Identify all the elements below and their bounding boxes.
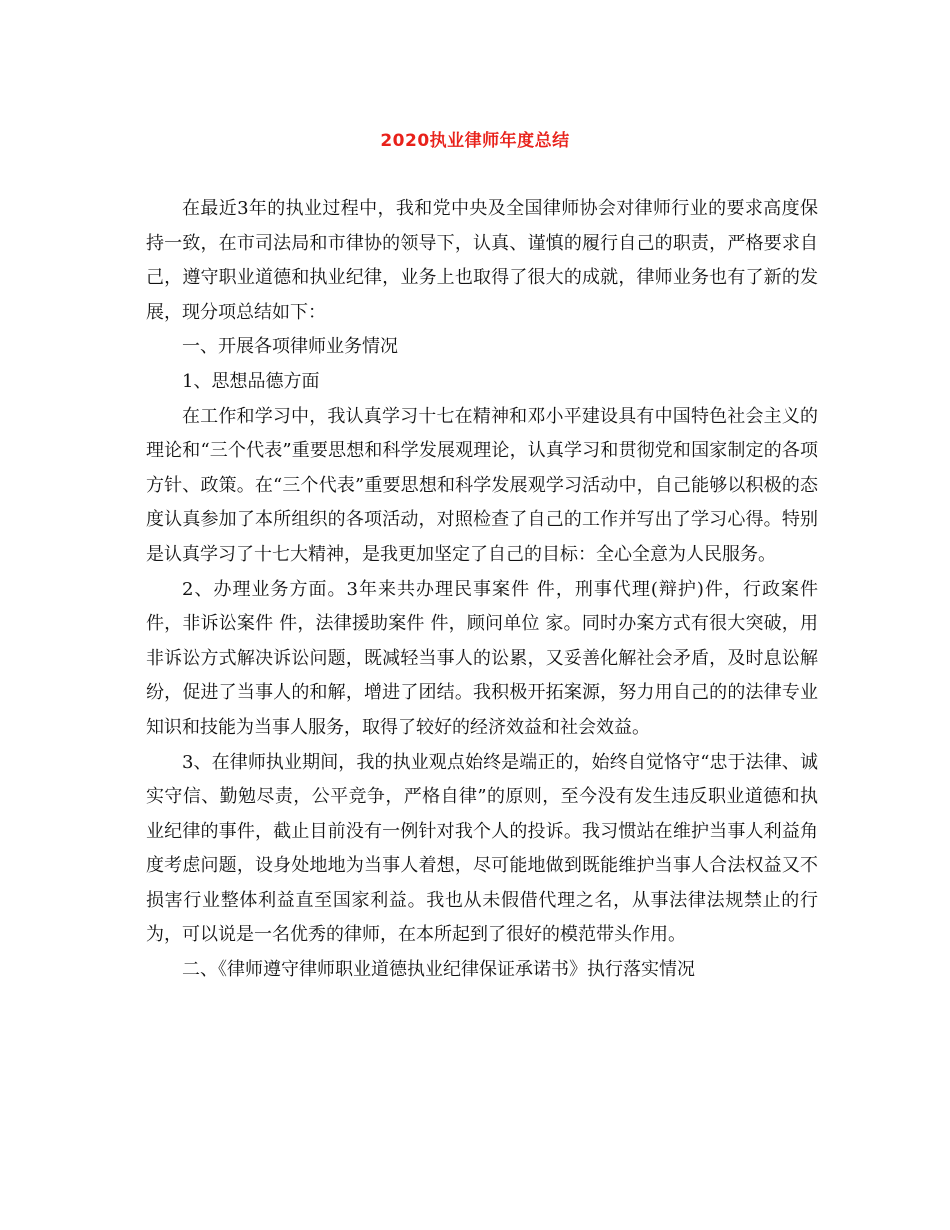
paragraph-ideology: 在工作和学习中，我认真学习十七在精神和邓小平建设具有中国特色社会主义的理论和“三个代表”重要思想和科学发展观理论，认真学习和贯彻党和国家制定的各项方针、政策。在“三个代表”重要思想和科学发展观学习活动中，自己能够以积极的态度认真参加了本所组织的各项活动，对照检查了自己的工作并写出了学习心得。特别是认真学习了十七大精神，是我更加坚定了自己的目标：全心全意为人民服务。 xyxy=(146,405,818,565)
heading-section-1: 一、开展各项律师业务情况 xyxy=(182,336,398,358)
document-title: 2020执业律师年度总结 xyxy=(380,131,570,151)
document-body xyxy=(146,192,818,988)
paragraph-conduct: 3、在律师执业期间，我的执业观点始终是端正的，始终自觉恪守“忠于法律、诚实守信、勤勉尽责，公平竞争，严格自律”的原则，至今没有发生违反职业道德和执业纪律的事件，截止目前没有一例针对我个人的投诉。我习惯站在维护当事人利益角度考虑问题，设身处地地为当事人着想，尽可能地做到既能维护当事人合法权益又不损害行业整体利益直至国家利益。我也从未假借代理之名，从事法律法规禁止的行为，可以说是一名优秀的律师，在本所起到了很好的模范带头作用。 xyxy=(146,751,818,946)
heading-section-2: 二、《律师遵守律师职业道德执业纪律保证承诺书》执行落实情况 xyxy=(182,959,695,981)
paragraph-intro: 在最近3年的执业过程中，我和党中央及全国律师协会对律师行业的要求高度保持一致，在市司法局和市律协的领导下，认真、谨慎的履行自己的职责，严格要求自己，遵守职业道德和执业纪律，业务上也取得了很大的成就，律师业务也有了新的发展，现分项总结如下： xyxy=(146,198,818,323)
paragraph-business: 2、办理业务方面。3年来共办理民事案件 件，刑事代理(辩护)件，行政案件 件，非诉讼案件 件，法律援助案件 件，顾问单位 家。同时办案方式有很大突破，用非诉讼方式解决诉讼问题，既减轻当事人的讼累，又妥善化解社会矛盾，及时息讼解纷，促进了当事人的和解，增进了团结。我积极开拓案源，努力用自己的的法律专业知识和技能为当事人服务，取得了较好的经济效益和社会效益。 xyxy=(146,578,818,738)
heading-subsection-1: 1、思想品德方面 xyxy=(182,370,320,392)
